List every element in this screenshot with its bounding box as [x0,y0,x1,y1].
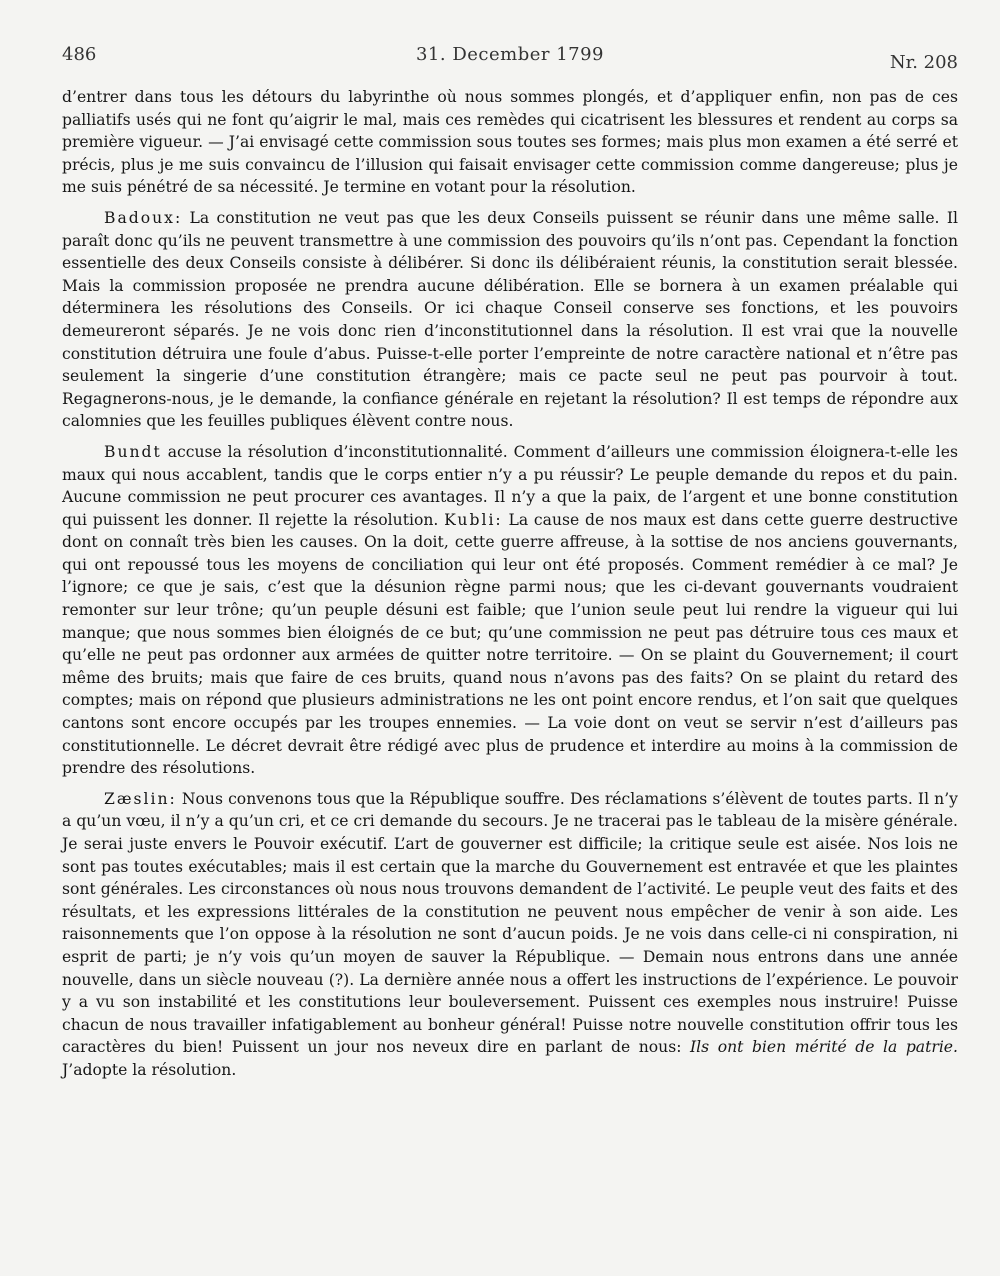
issue-number: Nr. 208 [889,52,958,73]
paragraph-bundt-kubli [62,441,958,780]
speaker-name: Kubli: [444,510,503,529]
speaker-name: Badoux: [104,208,183,227]
page-header [62,44,958,74]
body-text [62,86,958,1082]
page-date: 31. December 1799 [415,44,605,65]
paragraph-text: Nous convenons tous que la République souffre. Des réclamations s’élèvent de toutes parts. Il n’y a qu’un vœu, il n’y a qu’un cri, et ce cri demande du secours. Je ne tracerai pas le tableau de la misère générale. Je serai juste envers le Pouvoir exécutif. L’art de gouverner est difficile; la critique seule est aisée. Nos lois ne sont pas toutes exécutables; mais il est certain que la marche du Gouvernement est entravée et que les plaintes sont générales. Les circonstances où nous nous trouvons demandent de l’activité. Le peuple veut des faits et des résultats, et les expressions littérales de la constitution ne peuvent nous empêcher de venir à son aide. Les raisonnements que l’on oppose à la résolution ne sont d’aucun poids. Je ne vois dans celle-ci ni conspiration, ni esprit de parti; je n’y vois qu’un moyen de sauver la République. — Demain nous entrons dans une année nouvelle, dans un siècle nouveau (?). La dernière année nous a offert les instructions de l’expérience. Le pouvoir y a vu son instabilité et les constitutions leur bouleversement. Puissent ces exemples nous instruire! Puisse chacun de nous travailler infatigablement au bonheur général! Puisse notre nouvelle constitution offrir tous les caractères du bien! Puissent un jour nos neveux dire en parlant de nous: [62,789,958,1057]
paragraph-text: La cause de nos maux est dans cette guerre destructive dont on connaît très bien les causes. On la doit, cette guerre affreuse, à la sottise de nos anciens gouvernants, qui ont repoussé tous les moyens de conciliation qui leur ont été proposés. Comment remédier à ce mal? Je l’ignore; ce que je sais, c’est que la désunion règne parmi nous; que les ci-devant gouvernants voudraient remonter sur leur trône; qu’un peuple désuni est faible; que l’union seule peut lui rendre la vigueur qui lui manque; que nous sommes bien éloignés de ce but; qu’une commission ne peut pas détruire tous ces maux et qu’elle ne peut pas ordonner aux armées de quitter notre territoire. — On se plaint du Gouvernement; il court même des bruits; mais que faire de ces bruits, quand nous n’avons pas des faits? On se plaint du retard des comptes; mais on répond que plusieurs administrations ne les ont point encore rendus, et l’on sait que quelques cantons sont encore occupés par les troupes ennemies. — La voie dont on veut se servir n’est d’ailleurs pas constitutionnelle. Le décret devrait être rédigé avec plus de prudence et interdire au moins à la commission de prendre des résolutions. [62,510,958,778]
italic-quote: Ils ont bien mérité de la patrie. [690,1038,958,1057]
paragraph-text: La constitution ne veut pas que les deux Conseils puissent se réunir dans une même salle. Il paraît donc qu’ils ne peuvent transmettre à une commission des pouvoirs qu’ils n’ont pas. Cependant la fonction essentielle des deux Conseils consiste à délibérer. Si donc ils délibéraient réunis, la constitution serait blessée. Mais la commission proposée ne prendra aucune délibération. Elle se bornera à un examen préalable qui déterminera les résolutions des Conseils. Or ici chaque Conseil conserve ses fonctions, et les pouvoirs demeureront séparés. Je ne vois donc rien d’inconstitutionnel dans la résolution. Il est vrai que la nouvelle constitution détruira une foule d’abus. Puisse-t-elle porter l’empreinte de notre caractère national et n’être pas seulement la singerie d’une constitution étrangère; mais ce pacte seul ne peut pas pourvoir à tout. Regagnerons-nous, je le demande, la confiance générale en rejetant la résolution? Il est temps de répondre aux calomnies que les feuilles publiques élèvent contre nous. [62,208,958,431]
speaker-name: Bundt [104,442,162,461]
paragraph-continuation: d’entrer dans tous les détours du labyrinthe où nous sommes plongés, et d’appliquer enfin, non pas de ces palliatifs usés qui ne font qu’aigrir le mal, mais ces remèdes qui cicatrisent les blessures et rendent au corps sa première vigueur. — J’ai envisagé cette commission sous toutes ses formes; mais plus mon examen a été serré et précis, plus je me suis convaincu de l’illusion qui faisait envisager cette commission comme dangereuse; plus je me suis pénétré de sa nécessité. Je termine en votant pour la résolution. [62,88,958,197]
paragraph-text: J’adopte la résolution. [62,1060,237,1079]
paragraph-text: accuse la résolution d’inconstitutionnalité. Comment d’ailleurs une commission éloignera-t-elle les maux qui nous accablent, tandis que le corps entier n’y a pu réussir? Le peuple demande du repos et du pain. Aucune commission ne peut procurer ces avantages. Il n’y a que la paix, de l’argent et une bonne constitution qui puissent les donner. Il rejette la résolution. [62,442,958,529]
speaker-name: Zæslin: [104,789,177,808]
paragraph-badoux [62,207,958,433]
page-number: 486 [62,44,97,65]
paragraph-zaeslin [62,788,958,1082]
